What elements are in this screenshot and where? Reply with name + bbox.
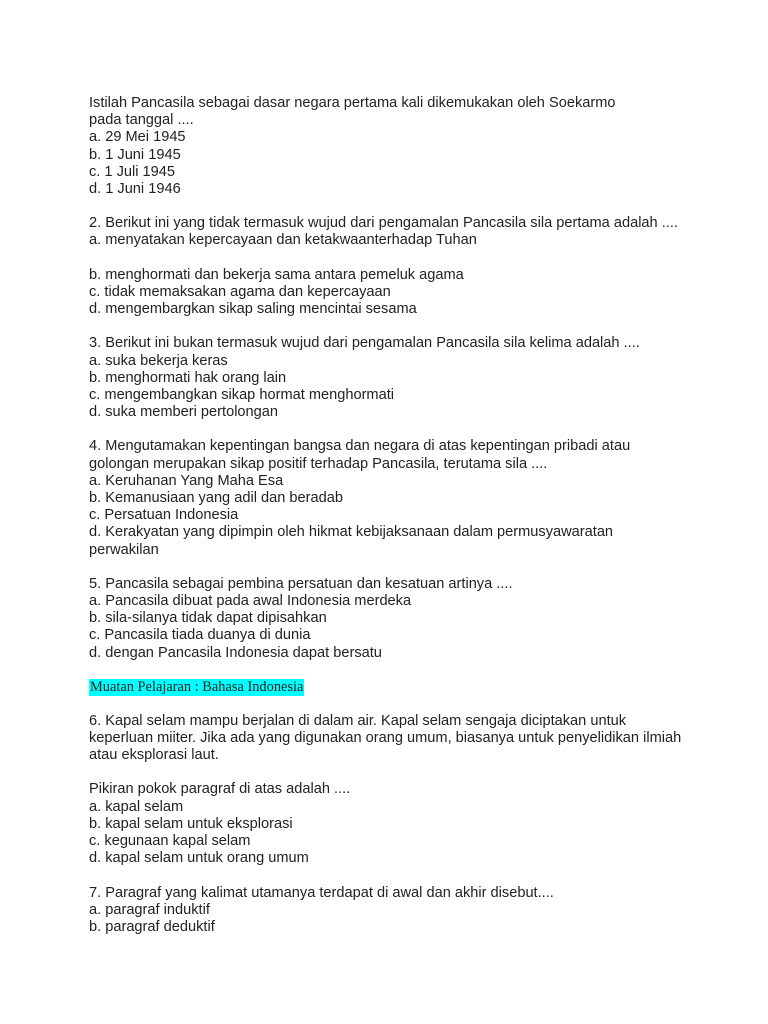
question-7 bbox=[89, 885, 749, 937]
question-1-option-a: a. 29 Mei 1945 bbox=[89, 129, 186, 146]
question-1-stem: Istilah Pancasila sebagai dasar negara pertama kali dikemukakan oleh Soekarmo pada tanggal .... bbox=[89, 95, 616, 129]
question-1-option-b: b. 1 Juni 1945 bbox=[89, 146, 181, 163]
question-6-option-b: b. kapal selam untuk eksplorasi bbox=[89, 815, 293, 832]
question-5-option-d: d. dengan Pancasila Indonesia dapat bersatu bbox=[89, 644, 382, 661]
question-4-stem-line-1: 4. Mengutamakan kepentingan bangsa dan negara di atas kepentingan pribadi atau bbox=[89, 438, 631, 455]
question-4-option-b: b. Kemanusiaan yang adil dan beradab bbox=[89, 490, 343, 507]
question-1-option-c: c. 1 Juli 1945 bbox=[89, 163, 175, 180]
question-4-option-d-line-2: perwakilan bbox=[89, 541, 159, 558]
question-5-option-b: b. sila-silanya tidak dapat dipisahkan bbox=[89, 610, 327, 627]
question-2-option-b: b. menghormati dan bekerja sama antara pemeluk agama bbox=[89, 266, 464, 283]
question-1-option-d: d. 1 Juni 1946 bbox=[89, 181, 181, 198]
question-4 bbox=[89, 438, 749, 558]
question-7-stem: 7. Paragraf yang kalimat utamanya terdapat di awal dan akhir disebut.... bbox=[89, 884, 554, 901]
question-3-stem: 3. Berikut ini bukan termasuk wujud dari pengamalan Pancasila sila kelima adalah .... bbox=[89, 335, 640, 352]
question-3-option-c: c. mengembangkan sikap hormat menghormati bbox=[89, 387, 395, 404]
question-5-stem: 5. Pancasila sebagai pembina persatuan dan kesatuan artinya .... bbox=[89, 575, 513, 592]
document-page bbox=[89, 95, 749, 936]
question-1 bbox=[89, 95, 749, 198]
question-6 bbox=[89, 781, 749, 867]
question-7-option-b: b. paragraf deduktif bbox=[89, 918, 215, 935]
section-heading: Muatan Pelajaran : Bahasa Indonesia bbox=[90, 678, 304, 695]
question-4-option-c: c. Persatuan Indonesia bbox=[89, 507, 239, 524]
question-2-stem: 2. Berikut ini yang tidak termasuk wujud dari pengamalan Pancasila sila pertama adalah .... bbox=[89, 215, 678, 232]
question-6-stem: Pikiran pokok paragraf di atas adalah .... bbox=[89, 781, 351, 798]
question-3-option-a: a. suka bekerja keras bbox=[89, 352, 228, 369]
question-6-option-c: c. kegunaan kapal selam bbox=[89, 833, 251, 850]
blank-line bbox=[89, 250, 749, 267]
question-4-stem-line-2: golongan merupakan sikap positif terhadap Pancasila, terutama sila .... bbox=[89, 455, 548, 472]
question-6-option-a: a. kapal selam bbox=[89, 798, 184, 815]
question-3 bbox=[89, 335, 749, 421]
question-5-option-c: c. Pancasila tiada duanya di dunia bbox=[89, 627, 311, 644]
question-2-option-a: a. menyatakan kepercayaan dan ketakwaanterhadap Tuhan bbox=[89, 232, 477, 249]
question-6-passage bbox=[89, 713, 749, 765]
question-3-option-d: d. suka memberi pertolongan bbox=[89, 404, 279, 421]
question-4-option-a: a. Keruhanan Yang Maha Esa bbox=[89, 472, 284, 489]
question-7-option-a: a. paragraf induktif bbox=[89, 901, 210, 918]
question-3-option-b: b. menghormati hak orang lain bbox=[89, 369, 287, 386]
question-5-option-a: a. Pancasila dibuat pada awal Indonesia merdeka bbox=[89, 593, 412, 610]
question-6-option-d: d. kapal selam untuk orang umum bbox=[89, 850, 309, 867]
question-6-passage-line-3: atau eksplorasi laut. bbox=[89, 747, 219, 764]
question-2-option-d: d. mengembargkan sikap saling mencintai sesama bbox=[89, 301, 417, 318]
question-2 bbox=[89, 215, 749, 318]
question-2-option-c: c. tidak memaksakan agama dan kepercayaan bbox=[89, 284, 391, 301]
question-4-option-d-line-1: d. Kerakyatan yang dipimpin oleh hikmat kebijaksanaan dalam permusyawaratan bbox=[89, 524, 614, 541]
question-6-passage-line-2: keperluan miiter. Jika ada yang digunakan orang umum, biasanya untuk penyelidikan ilmiah bbox=[89, 730, 682, 747]
question-6-passage-line-1: 6. Kapal selam mampu berjalan di dalam air. Kapal selam sengaja diciptakan untuk bbox=[89, 712, 627, 729]
question-5 bbox=[89, 576, 749, 662]
